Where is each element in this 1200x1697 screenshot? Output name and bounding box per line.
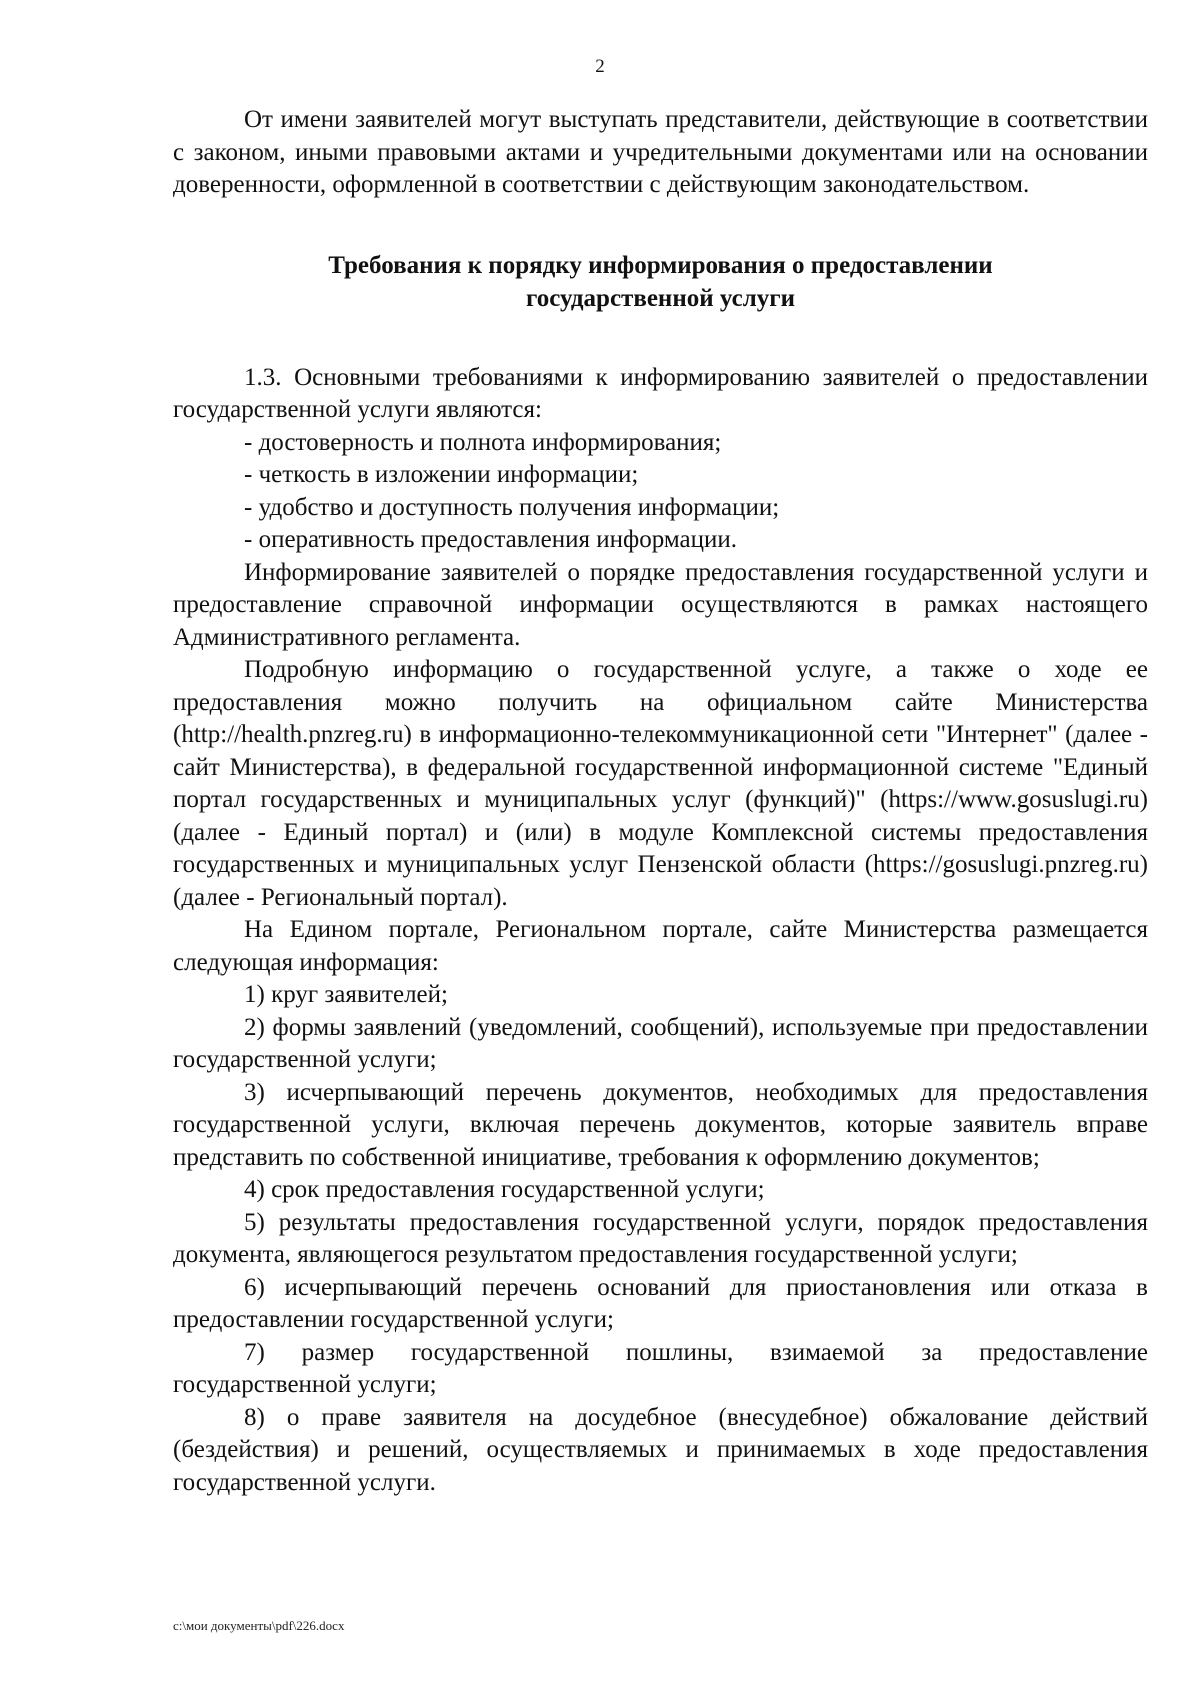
- intro-paragraph: От имени заявителей могут выступать представители, действующие в соответствии с законом, иными правовыми актами и учредительными документами или на основании доверенности, оформленной в соответствии с действующим законодательством.: [173, 106, 1148, 198]
- list-item: - оперативность предоставления информации.: [244, 526, 737, 553]
- numbered-item: 3) исчерпывающий перечень документов, необходимых для предоставления государственной услуги, включая перечень документов, которые заявитель вправе представить по собственной инициативе, требования к оформлению документов;: [173, 1078, 1148, 1171]
- paragraph-1-3: 1.3. Основными требованиями к информированию заявителей о предоставлении государственной услуги являются:: [173, 363, 1148, 423]
- numbered-item: 1) круг заявителей;: [244, 981, 448, 1008]
- detail-paragraph: Подробную информацию о государственной услуге, а также о ходе ее предоставления можно получить на официальном сайте Министерства (http://health.pnzreg.ru) в информационно-телекоммуникационной сети "Интернет" (далее - сайт Министерства), в федеральной государственной информационной системе "Единый портал государственных и муниципальных услуг (функций)" (https://www.gosuslugi.ru) (далее - Единый портал) и (или) в модуле Комплексной системы предоставления государственных и муниципальных услуг Пензенской области (https://gosuslugi.pnzreg.ru) (далее - Региональный портал).: [173, 656, 1148, 911]
- document-body: [173, 104, 1148, 1499]
- page-number: 2: [595, 56, 605, 77]
- list-item: - достоверность и полнота информирования;: [244, 428, 722, 456]
- numbered-item: 6) исчерпывающий перечень оснований для приостановления или отказа в предоставлении государственной услуги;: [173, 1273, 1148, 1333]
- list-item: - четкость в изложении информации;: [244, 461, 639, 488]
- inform-paragraph: Информирование заявителей о порядке предоставления государственной услуги и предоставление справочной информации осуществляются в рамках настоящего Административного регламента.: [173, 558, 1148, 651]
- numbered-item: 7) размер государственной пошлины, взимаемой за предоставление государственной услуги;: [173, 1338, 1148, 1398]
- list-item: - удобство и доступность получения информации;: [244, 493, 780, 521]
- section-heading-line1: Требования к порядку информирования о предоставлении: [328, 251, 993, 279]
- section-heading-line2: государственной услуги: [525, 284, 796, 312]
- numbered-item: 8) о праве заявителя на досудебное (внесудебное) обжалование действий (бездействия) и решений, осуществляемых и принимаемых в ходе предоставления государственной услуги.: [173, 1403, 1148, 1496]
- numbered-item: 2) формы заявлений (уведомлений, сообщений), используемые при предоставлении государственной услуги;: [173, 1013, 1148, 1073]
- section-heading: [173, 249, 1148, 315]
- portal-paragraph: На Едином портале, Региональном портале, сайте Министерства размещается следующая информация:: [173, 916, 1148, 976]
- footer-file-path: c:\мои документы\pdf\226.docx: [173, 1618, 345, 1633]
- numbered-item: 5) результаты предоставления государственной услуги, порядок предоставления документа, являющегося результатом предоставления государственной услуги;: [173, 1208, 1148, 1268]
- numbered-item: 4) срок предоставления государственной услуги;: [244, 1176, 765, 1203]
